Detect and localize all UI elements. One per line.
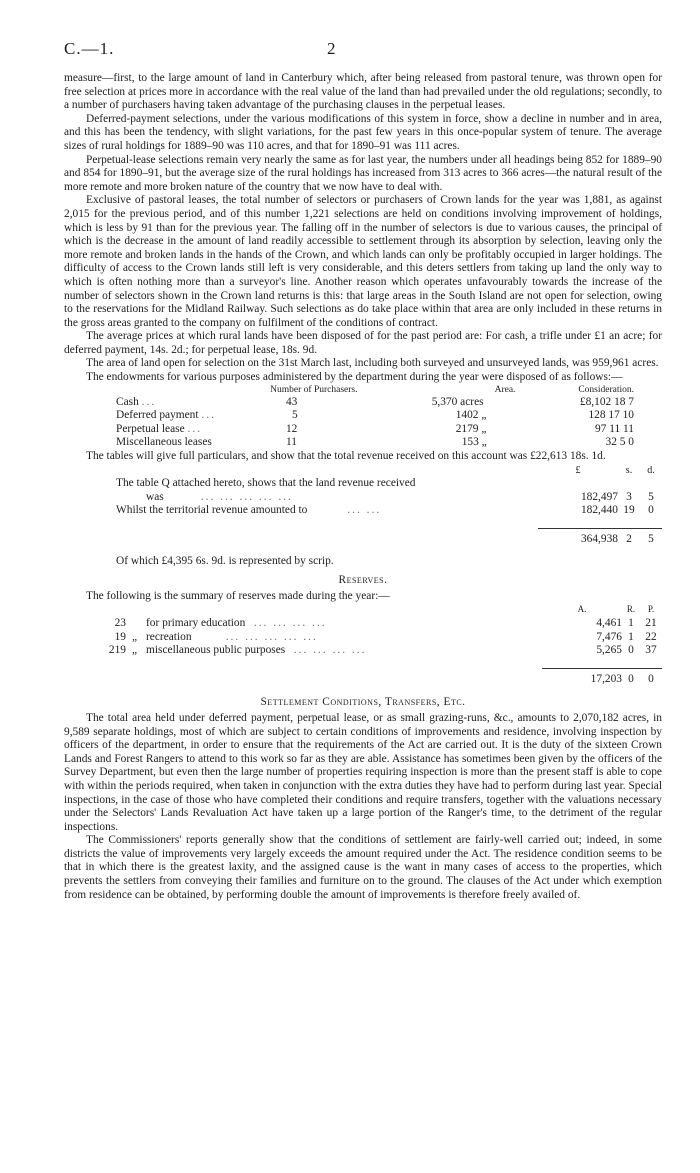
revenue-land-label	[116, 491, 538, 505]
paragraph-settlement-area: The total area held under deferred payment, perpetual lease, or as small grazing-runs, &c., amounts to 2,070,182 acres, in 9,589 separate holdings, most of which are subject to certain conditions of improvements and residence, involving inspection by officers of the department, in order to ensure that the requirements of the Act are carried out. It is the duty of the sixteen Crown Lands and Forest Rangers to attend to this work so far as they are able. Assistance has sometimes been given by the officers of the Survey Department, but even then the large number of properties requiring inspection is more than the present staff is able to cope with within the periods required, when taken in conjunction with the extra duties they have had to perform during last year. Special inspections, in the case of those who have completed their conditions and require transfers, together with the valuations necessary under the Selectors' Lands Revaluation Act have taken up a large portion of the Ranger's time, to the detriment of the regular inspections.	[64, 711, 662, 833]
revenue-table	[116, 464, 662, 547]
revenue-total-pounds: 364,938	[538, 529, 618, 547]
unit-roods: R.	[626, 604, 636, 615]
revenue-land-row-a	[116, 477, 662, 491]
table-row	[116, 396, 634, 410]
row-number: 12	[285, 422, 298, 435]
row-area: 5,370 acres	[431, 395, 484, 408]
leader-dots: ... ...	[347, 504, 382, 517]
reserve-roods: 0	[628, 644, 634, 657]
row-label	[116, 436, 216, 450]
table-row	[116, 436, 634, 450]
reserve-roods: 1	[628, 630, 634, 643]
revenue-territorial-label	[116, 504, 538, 518]
reserve-ditto	[132, 617, 146, 631]
table-row	[96, 617, 662, 631]
row-consideration: 128 17 10	[588, 409, 634, 422]
revenue-total-pence: 5	[640, 529, 662, 547]
revenue-land-pence: 5	[648, 490, 654, 503]
reserve-count: 19	[114, 630, 126, 643]
revenue-territorial-shillings: 19	[623, 504, 635, 517]
paragraph-open-area: The area of land open for selection on the 31st March last, including both surveyed and unsurveyed lands, was 959,961 acres.	[86, 357, 659, 370]
reserves-spacer-row	[96, 658, 662, 669]
revenue-total-row	[116, 529, 662, 547]
endowments-header-row	[116, 385, 634, 396]
reserves-total-perches: 0	[640, 668, 662, 686]
row-label-text: Miscellaneous leases	[116, 436, 212, 449]
reserve-purpose	[146, 631, 542, 645]
row-area: 2179 „	[455, 422, 487, 435]
row-number: 11	[285, 436, 297, 449]
row-area: 1402 „	[455, 409, 487, 422]
reserve-count: 219	[108, 644, 126, 657]
revenue-land-text: The table Q attached hereto, shows that the land revenue received	[116, 477, 416, 490]
row-label-text: Cash	[116, 395, 139, 408]
reserve-acres: 5,265	[596, 644, 622, 657]
revenue-land-was: was	[146, 490, 164, 503]
reserves-spacer	[96, 658, 662, 669]
table-row	[96, 644, 662, 658]
header-number-of-purchasers: Number of Purchasers.	[270, 384, 358, 395]
paragraph-1: measure—first, to the large amount of land in Canterbury which, after being released from pastoral tenure, was thrown open for free selection at prices more in accordance with the real value of the land than had prevailed under the old regulations; secondly, to a number of purchasers having taken advantage of the purchasing clauses in the perpetual leases.	[64, 72, 662, 112]
revenue-territorial-pence: 0	[648, 504, 654, 517]
unit-perches: P.	[647, 604, 655, 615]
leader-dots: ... ... ... ... ...	[200, 490, 293, 503]
endowments-table	[116, 385, 634, 450]
header-area: Area.	[494, 384, 516, 395]
leader-dots: ...	[201, 409, 216, 422]
unit-acres: A.	[577, 604, 587, 615]
unit-pounds: £	[575, 464, 581, 476]
reserve-roods: 1	[628, 616, 634, 629]
unit-shillings: s.	[625, 464, 633, 476]
reserves-table	[96, 603, 662, 686]
leader-dots: ... ... ... ... ...	[225, 630, 318, 643]
settlement-heading: Settlement Conditions, Transfers, Etc.	[260, 696, 466, 709]
revenue-spacer	[116, 518, 662, 529]
table-row	[96, 631, 662, 645]
reserve-ditto: „	[132, 630, 138, 643]
reserve-purpose-text: for primary education	[146, 616, 246, 629]
revenue-land-row-b	[116, 491, 662, 505]
reserve-purpose-text: recreation	[146, 630, 192, 643]
paragraph-commissioners-reports: The Commissioners' reports generally show that the conditions of settlement are fairly-well carried out; indeed, in some districts the value of improvements very largely exceeds the amount required under the Act. The residence condition seems to be that in which there is the greatest laxity, and the assigned cause is the want in many cases of access to the properties, which prevents the settlers from conveying their families and furniture on to the ground. The clauses of the Act under which exemption from residence can be obtained, by performing double the amount of improvements is therefore freely availed of.	[64, 834, 662, 901]
reserve-purpose-text: miscellaneous public purposes	[146, 644, 286, 657]
reserves-total-row	[96, 668, 662, 686]
reserve-purpose	[146, 617, 542, 631]
row-label	[116, 409, 216, 423]
row-label-text: Deferred payment	[116, 409, 199, 422]
leader-dots: ... ... ... ...	[293, 644, 367, 657]
unit-pence: d.	[647, 464, 655, 476]
paragraph-selectors: Exclusive of pastoral leases, the total number of selectors or purchasers of Crown lands for the year was 1,881, as against 2,015 for the previous period, and of this number 1,221 selections are held on conditions involving improvement of holdings, which is less by 91 than for the previous year. The falling off in the number of selectors is due to various causes, the principal of which is the decrease in the amount of land readily accessible to settlement through its absorption by selection, leaving only the more remote and broken lands in the hands of the Crown, and which lands can only be profitably occupied in larger holdings. The difficulty of access to the Crown lands still left is very considerable, and this deters settlers from taking up land the only way to which is often nothing more than a surveyor's line. Another reason which operates unfavourably towards the increase of the number of selectors shown in the Crown land returns is this: that large areas in the South Island are not open for selection, owing to the reservations for the Midland Railway. Such selections as do take place within that area are only included in these returns in the gross areas granted to the company on fulfilment of the conditions of contract.	[64, 194, 662, 329]
document-reference: C.—1.	[64, 39, 115, 58]
reserves-units-blank	[96, 603, 542, 617]
paragraph-endowments-intro: The endowments for various purposes administered by the department during the year were disposed of as follows:—	[86, 371, 623, 384]
reserves-units-row	[96, 603, 662, 617]
reserves-total-roods: 0	[622, 668, 640, 686]
paragraph-total-revenue: The tables will give full particulars, and show that the total revenue received on this account was £22,613 18s. 1d.	[86, 450, 606, 463]
reserve-perches: 22	[645, 630, 657, 643]
revenue-total-shillings: 2	[618, 529, 640, 547]
row-label-text: Perpetual lease	[116, 422, 185, 435]
table-row	[116, 409, 634, 423]
leader-dots: ... ... ... ...	[253, 616, 327, 629]
reserve-perches: 21	[645, 616, 657, 629]
reserves-intro: The following is the summary of reserves made during the year:—	[86, 589, 390, 602]
paragraph-perpetual-lease: Perpetual-lease selections remain very nearly the same as for last year, the numbers under all headings being 852 for 1889–90 and 854 for 1890–91, but the average size of the rural holdings has increased from 313 acres to 366 acres—the natural result of the more remote and more broken nature of the country that we now have to deal with.	[64, 153, 662, 193]
revenue-units-row	[116, 464, 662, 478]
paragraph-average-prices: The average prices at which rural lands have been disposed of for the past period are: For cash, a trifle under £1 an acre; for deferred payment, 14s. 2d.; for perpetual lease, 18s. 9d.	[64, 330, 662, 356]
revenue-land-pounds: 182,497	[580, 490, 618, 503]
row-area: 153 „	[461, 436, 487, 449]
units-blank	[116, 464, 538, 478]
revenue-land-shillings: 3	[626, 490, 632, 503]
reserve-purpose	[146, 644, 542, 658]
revenue-territorial-text: Whilst the territorial revenue amounted to	[116, 504, 308, 517]
reserve-acres: 7,476	[596, 630, 622, 643]
endowments-header-blank	[116, 385, 216, 396]
header-consideration: Consideration.	[578, 384, 634, 395]
revenue-territorial-row	[116, 504, 662, 518]
leader-dots: ...	[187, 422, 203, 435]
reserve-acres: 4,461	[596, 616, 622, 629]
reserve-ditto: „	[132, 644, 138, 657]
scrip-note: Of which £4,395 6s. 9d. is represented by scrip.	[116, 554, 334, 567]
row-number: 5	[291, 409, 298, 422]
reserve-perches: 37	[645, 644, 657, 657]
row-consideration: £8,102 18 7	[579, 395, 634, 408]
row-number: 43	[285, 395, 298, 408]
row-label	[116, 423, 216, 437]
leader-dots: ...	[141, 395, 157, 408]
reserves-heading: Reserves.	[338, 574, 388, 587]
reserve-count: 23	[114, 616, 126, 629]
table-row	[116, 423, 634, 437]
page-number: 2	[327, 39, 336, 58]
reserves-total-blank	[96, 668, 542, 686]
revenue-territorial-pounds: 182,440	[580, 504, 618, 517]
revenue-total-blank	[116, 529, 538, 547]
row-label	[116, 396, 216, 410]
row-consideration: 97 11 11	[594, 422, 634, 435]
page-header	[64, 39, 662, 72]
revenue-spacer-row	[116, 518, 662, 529]
paragraph-deferred-payment: Deferred-payment selections, under the various modifications of this system in force, show a decline in number and in area, and this has been the tendency, with slight variations, for the past few years in this once-popular system of tenure. The average sizes of rural holdings for 1889–90 was 110 acres, and that for 1890–91 was 111 acres.	[64, 112, 662, 152]
row-consideration: 32 5 0	[605, 436, 634, 449]
reserves-total-acres: 17,203	[542, 668, 622, 686]
